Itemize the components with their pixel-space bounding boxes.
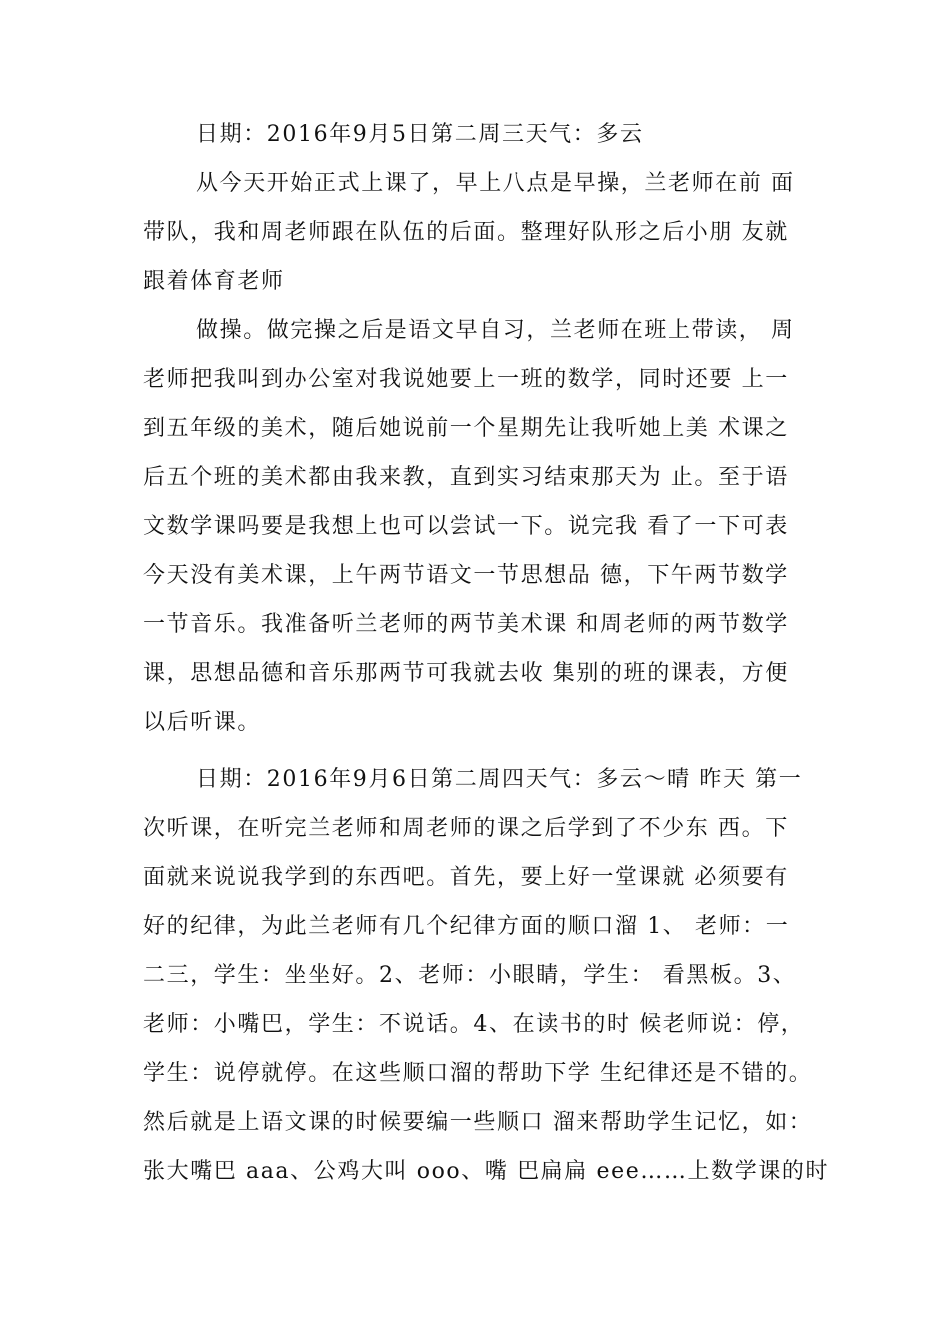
paragraph-line: 好的纪律，为此兰老师有几个纪律方面的顺口溜 1、 老师：一 xyxy=(143,914,790,939)
paragraph-line: 到五年级的美术，随后她说前一个星期先让我听她上美 术课之 xyxy=(143,416,789,441)
paragraph-line: 老师：小嘴巴，学生：不说话。4、在读书的时 候老师说：停， xyxy=(143,1012,805,1037)
paragraph-line: 二三，学生：坐坐好。2、老师：小眼睛，学生： 看黑板。3、 xyxy=(143,963,797,988)
paragraph-line: 张大嘴巴 aaa、公鸡大叫 ooo、嘴 巴扁扁 eee……上数学课的时 xyxy=(143,1159,830,1184)
paragraph-line: 今天没有美术课，上午两节语文一节思想品 德，下午两节数学 xyxy=(143,563,789,588)
paragraph-line: 文数学课吗要是我想上也可以尝试一下。说完我 看了一下可表 xyxy=(143,514,789,539)
paragraph-line: 以后听课。 xyxy=(143,710,262,735)
paragraph-line: 次听课，在听完兰老师和周老师的课之后学到了不少东 西。下 xyxy=(143,816,789,841)
paragraph-line: 从今天开始正式上课了，早上八点是早操，兰老师在前 面 xyxy=(196,171,795,196)
paragraph-line: 老师把我叫到办公室对我说她要上一班的数学，同时还要 上一 xyxy=(143,367,789,392)
paragraph-line: 面就来说说我学到的东西吧。首先，要上好一堂课就 必须要有 xyxy=(143,865,789,890)
paragraph-line: 后五个班的美术都由我来教，直到实习结束那天为 止。至于语 xyxy=(143,465,789,490)
entry-date-line: 日期：2016年9月5日第二周三天气：多云 xyxy=(196,122,644,147)
paragraph-line: 一节音乐。我准备听兰老师的两节美术课 和周老师的两节数学 xyxy=(143,612,789,637)
paragraph-line: 课，思想品德和音乐那两节可我就去收 集别的班的课表，方便 xyxy=(143,661,789,686)
paragraph-line: 学生：说停就停。在这些顺口溜的帮助下学 生纪律还是不错的。 xyxy=(143,1061,813,1086)
entry-date-line: 日期：2016年9月6日第二周四天气：多云～晴 昨天 第一 xyxy=(196,767,803,792)
paragraph-line: 做操。做完操之后是语文早自习，兰老师在班上带读， 周 xyxy=(196,318,795,343)
paragraph-line: 然后就是上语文课的时候要编一些顺口 溜来帮助学生记忆，如： xyxy=(143,1110,813,1135)
paragraph-line: 跟着体育老师 xyxy=(143,269,285,294)
paragraph-line: 带队，我和周老师跟在队伍的后面。整理好队形之后小朋 友就 xyxy=(143,220,789,245)
